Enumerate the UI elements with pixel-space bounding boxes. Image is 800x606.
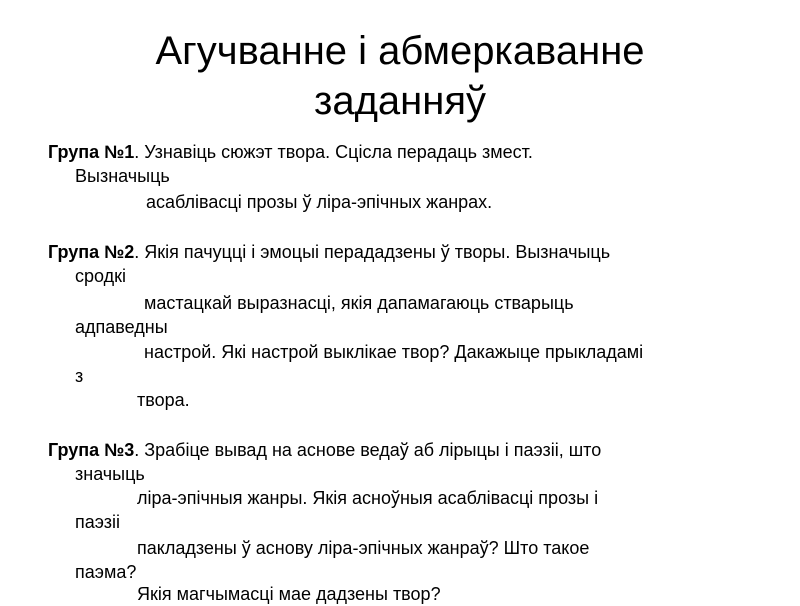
group3-label: Група №3 xyxy=(48,440,135,460)
group3-text-line7: Якія магчымасці мае дадзены твор? xyxy=(137,584,441,604)
group1-text-line1: . Узнавіць сюжэт твора. Сцісла перадаць змест. xyxy=(134,142,533,162)
group2-text-line5: настрой. Які настрой выклікае твор? Дакажыце прыкладамі xyxy=(144,342,644,362)
group3-text-line5: пакладзены ў аснову ліра-эпічных жанраў? Што такое xyxy=(137,538,590,558)
group3-text-line6: паэма? xyxy=(75,562,137,582)
slide-title-line2: заданняў xyxy=(313,79,486,123)
group2-text-line7: твора. xyxy=(137,390,190,410)
group2-label: Група №2 xyxy=(48,242,135,262)
slide-title-line1: Агучванне і абмеркаванне xyxy=(155,29,645,73)
group3-text-line1: . Зрабіце вывад на аснове ведаў аб лірыцы і паэзіі, што xyxy=(134,440,602,460)
group3-text-line3: ліра-эпічныя жанры. Якія асноўныя асаблівасці прозы і xyxy=(137,488,599,508)
group1-text-line3: асаблівасці прозы ў ліра-эпічных жанрах. xyxy=(146,192,493,212)
group2-text-line6: з xyxy=(75,366,84,386)
group2-text-line1: . Якія пачуцці і эмоцыі перададзены ў творы. Вызначыць xyxy=(134,242,611,262)
group1-label: Група №1 xyxy=(48,142,135,162)
group2-first-line xyxy=(48,240,610,264)
group3-first-line xyxy=(48,438,601,462)
group1-first-line xyxy=(48,140,533,164)
group1-text-line2: Вызначыць xyxy=(75,166,170,186)
group3-text-line2: значыць xyxy=(75,464,145,484)
group3-text-line4: паэзіі xyxy=(75,512,120,532)
group2-text-line4: адпаведны xyxy=(75,317,168,337)
group2-text-line2: сродкі xyxy=(75,266,127,286)
slide-title xyxy=(60,26,740,126)
group2-text-line3: мастацкай выразнасці, якія дапамагаюць стварыць xyxy=(144,293,574,313)
